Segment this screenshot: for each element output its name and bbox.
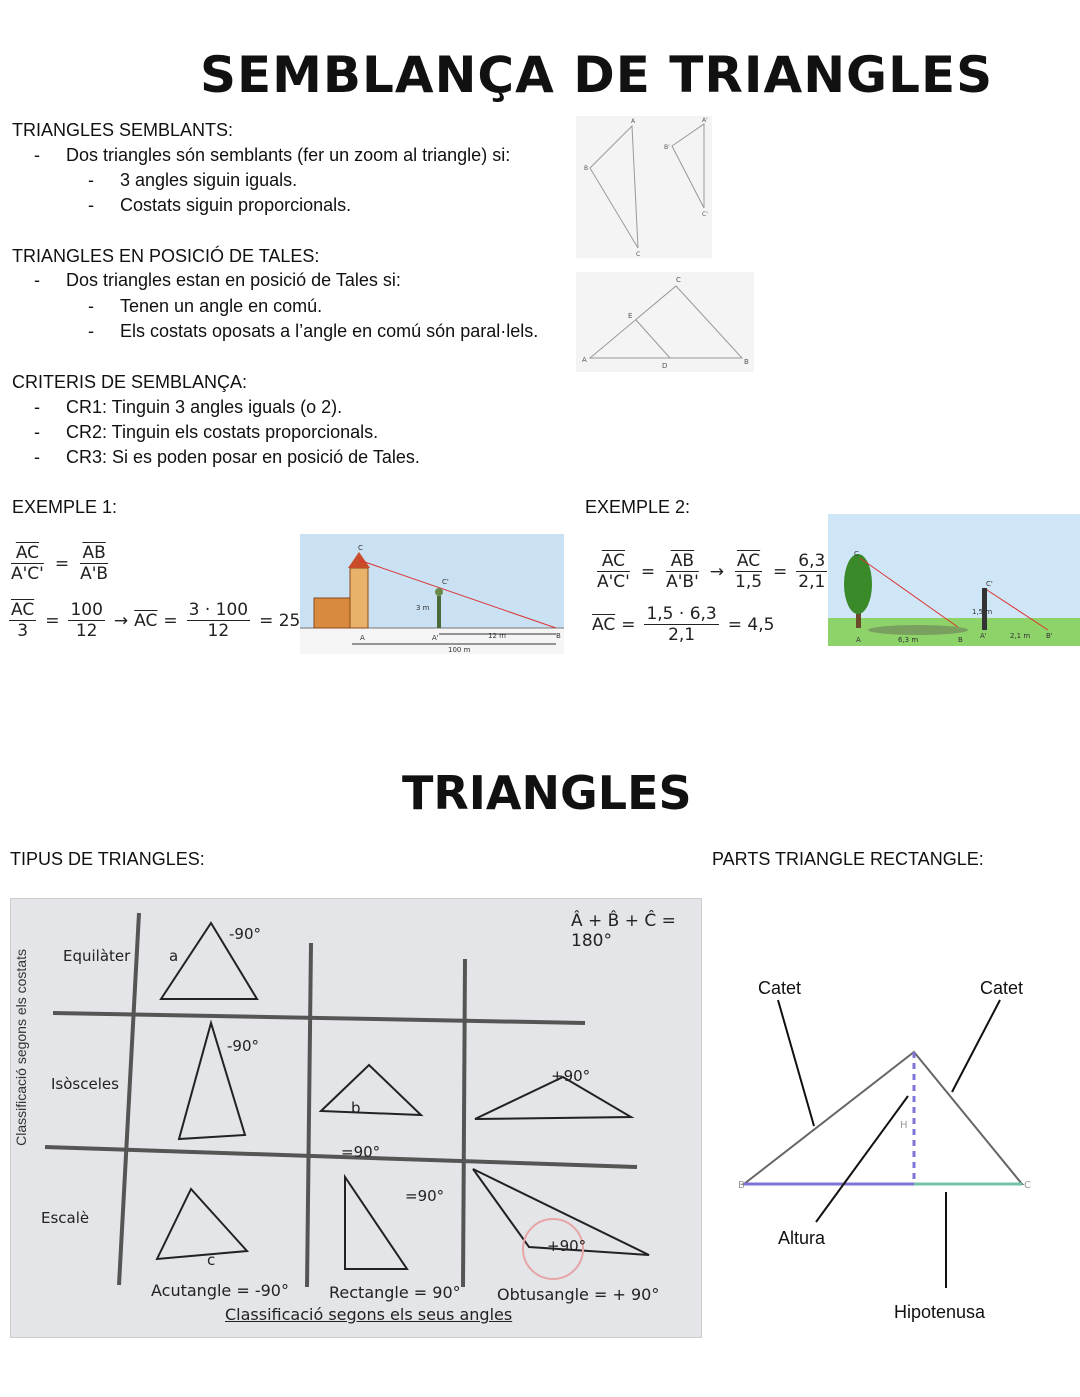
side-a: a — [169, 947, 179, 965]
row-scalene: Escalè — [41, 1209, 90, 1227]
frac-den: 2,1 — [668, 625, 696, 645]
frac-num: $\overline{AC}$ — [15, 543, 40, 563]
frac-num: $\overline{AC}$ — [736, 551, 761, 571]
label-b2: B' — [664, 144, 670, 151]
ex1-label-b: B — [556, 632, 561, 640]
result: = 25 — [259, 610, 301, 631]
criteria-item-2: - CR2: Tinguin els costats proporcionals. — [34, 422, 379, 442]
ex1-label-h: 3 m — [416, 604, 430, 612]
frac-num: $\overline{AB}$ — [82, 543, 106, 563]
frac-den: A'C' — [11, 564, 44, 584]
frac-num: $\overline{AC}$ — [601, 551, 626, 571]
criteria-item-1: - CR1: Tinguin 3 angles iguals (o 2). — [34, 397, 343, 417]
label-vertex-b: B — [738, 1180, 745, 1191]
frac-num: $\overline{AB}$ — [670, 551, 695, 571]
note-e90-2: =90° — [405, 1187, 445, 1205]
example1-heading: EXEMPLE 1: — [12, 497, 118, 517]
frac-den: A'B — [80, 564, 109, 584]
ex2-label-a2: A' — [980, 632, 987, 640]
frac-den: A'B' — [666, 572, 699, 592]
note-p90: +90° — [551, 1067, 591, 1085]
example1-picture — [300, 534, 564, 654]
ex2-label-a: A — [856, 636, 861, 644]
label-hipotenusa: Hipotenusa — [894, 1302, 986, 1322]
label-catet-1: Catet — [758, 978, 802, 998]
types-heading: TIPUS DE TRIANGLES: — [10, 849, 205, 869]
frac-den: 2,1 — [798, 572, 826, 592]
ex2-label-b2: B' — [1046, 632, 1053, 640]
similar-item: - Dos triangles són semblants (fer un zoom al triangle) si: — [34, 145, 511, 165]
example1-solution: $\frac{\overline{AC}}{3}$ = $\frac{100}{12}$ → $\overline{AC}$ = $\frac{3 \cdot 100}{12}$ = 25 — [11, 600, 301, 641]
note-p90-2: +90° — [547, 1237, 587, 1255]
note-m90-1: -90° — [229, 925, 261, 943]
criteria-item-3: - CR3: Si es poden posar en posició de Tales. — [34, 447, 420, 467]
frac-den: 12 — [75, 621, 98, 641]
page-title: SEMBLANÇA DE TRIANGLES — [200, 46, 994, 104]
ex2-label-d2: 2,1 m — [1010, 632, 1031, 640]
example2-heading: EXEMPLE 2: — [585, 497, 691, 517]
label-height-h: H — [900, 1120, 908, 1131]
ex2-label-c: C — [854, 550, 859, 558]
row-isosceles: Isòsceles — [51, 1075, 119, 1093]
ac-symbol: $\overline{AC}$ — [592, 614, 616, 635]
ex1-label-c: C — [358, 544, 363, 552]
col-obtuse: Obtusangle = + 90° — [497, 1285, 660, 1304]
example2-solution: $\overline{AC}$ = $\frac{1,5 \cdot 6,3}{2,1}$ = 4,5 — [592, 604, 775, 645]
example2-ratio: $\frac{\overline{AC}}{A'C'}$ = $\frac{\overline{AB}}{A'B'}$ → $\frac{\overline{AC}}{1,5}$ = $\frac{6,3}{2,1}$ — [597, 551, 826, 592]
label-catet-2: Catet — [980, 978, 1024, 998]
criteria-heading: CRITERIS DE SEMBLANÇA: — [12, 372, 248, 392]
side-b: b — [351, 1099, 361, 1117]
label-altura: Altura — [778, 1228, 826, 1248]
similar-triangles-figure — [576, 116, 712, 258]
label-b: B — [584, 165, 589, 172]
similar-sub-2: - Costats siguin proporcionals. — [88, 195, 352, 215]
label-vertex-c: C — [1024, 1180, 1031, 1191]
ex1-label-c2: C' — [442, 578, 449, 586]
example1-ratio: $\frac{\overline{AC}}{A'C'}$ = $\frac{\overline{AB}}{A'B}$ — [11, 543, 109, 584]
col-right: Rectangle = 90° — [329, 1283, 461, 1302]
side-c: c — [207, 1251, 216, 1269]
tales-sub-2: - Els costats oposats a l’angle en comú són paral·lels. — [88, 321, 539, 341]
section-title-triangles: TRIANGLES — [402, 766, 692, 820]
ex2-label-b: B — [958, 636, 963, 644]
parts-heading: PARTS TRIANGLE RECTANGLE: — [712, 849, 984, 869]
angles-axis-label: Classificació segons els seus angles — [225, 1305, 513, 1324]
ex2-label-c2: C' — [986, 580, 993, 588]
frac-den: 3 — [17, 621, 29, 641]
frac-num: 6,3 — [798, 551, 826, 571]
tales-label-b: B — [744, 358, 749, 366]
frac-num: 3 · 100 — [188, 600, 249, 620]
frac-den: 1,5 — [735, 572, 763, 592]
tales-item: - Dos triangles estan en posició de Tales si: — [34, 270, 401, 290]
ex2-label-h: 1,5 m — [972, 608, 993, 616]
row-equilateral: Equilàter — [63, 947, 131, 965]
frac-den: 12 — [207, 621, 230, 641]
ex1-label-a2: A' — [432, 634, 439, 642]
similar-heading: TRIANGLES SEMBLANTS: — [12, 120, 234, 140]
tales-sub-1: - Tenen un angle en comú. — [88, 296, 323, 316]
note-m90-2: -90° — [227, 1037, 259, 1055]
label-c: C — [636, 251, 641, 258]
frac-den: A'C' — [597, 572, 630, 592]
label-c2: C' — [702, 211, 708, 218]
tales-label-c: C — [676, 276, 681, 284]
ex2-label-d1: 6,3 m — [898, 636, 919, 644]
tales-label-e: E — [628, 312, 633, 320]
note-e90: =90° — [341, 1143, 381, 1161]
ex1-label-a: A — [360, 634, 365, 642]
label-a: A — [631, 118, 636, 125]
example2-picture — [828, 514, 1080, 646]
tales-triangles-figure — [576, 272, 754, 372]
ex1-label-100m: 100 m — [448, 646, 471, 654]
similar-sub-1: - 3 angles siguin iguals. — [88, 170, 298, 190]
frac-num: 100 — [70, 600, 103, 620]
ac-symbol: $\overline{AC}$ — [134, 610, 158, 631]
result: = 4,5 — [727, 614, 775, 635]
right-triangle-parts — [720, 960, 1070, 1340]
triangle-types-photo: Classificació segons els costats Equilàter Isòsceles Escalè Â + B̂ + Ĉ = 180° Acutangle = -90° Rectangle = 90° Obtusangle = + 90° Classificació segons els seus angles -90° -90° =90° =90° +90° +90° a b c — [10, 898, 702, 1338]
tales-heading: TRIANGLES EN POSICIÓ DE TALES: — [12, 246, 320, 266]
angle-sum: Â + B̂ + Ĉ = 180° — [571, 911, 676, 951]
ex1-label-12m: 12 m — [488, 632, 506, 640]
frac-num: 1,5 · 6,3 — [646, 604, 717, 624]
col-acute: Acutangle = -90° — [151, 1281, 289, 1300]
tales-label-a: A — [582, 356, 587, 364]
label-a2: A' — [702, 117, 708, 124]
frac-num: $\overline{AC}$ — [11, 600, 35, 620]
tales-label-d: D — [662, 362, 668, 370]
